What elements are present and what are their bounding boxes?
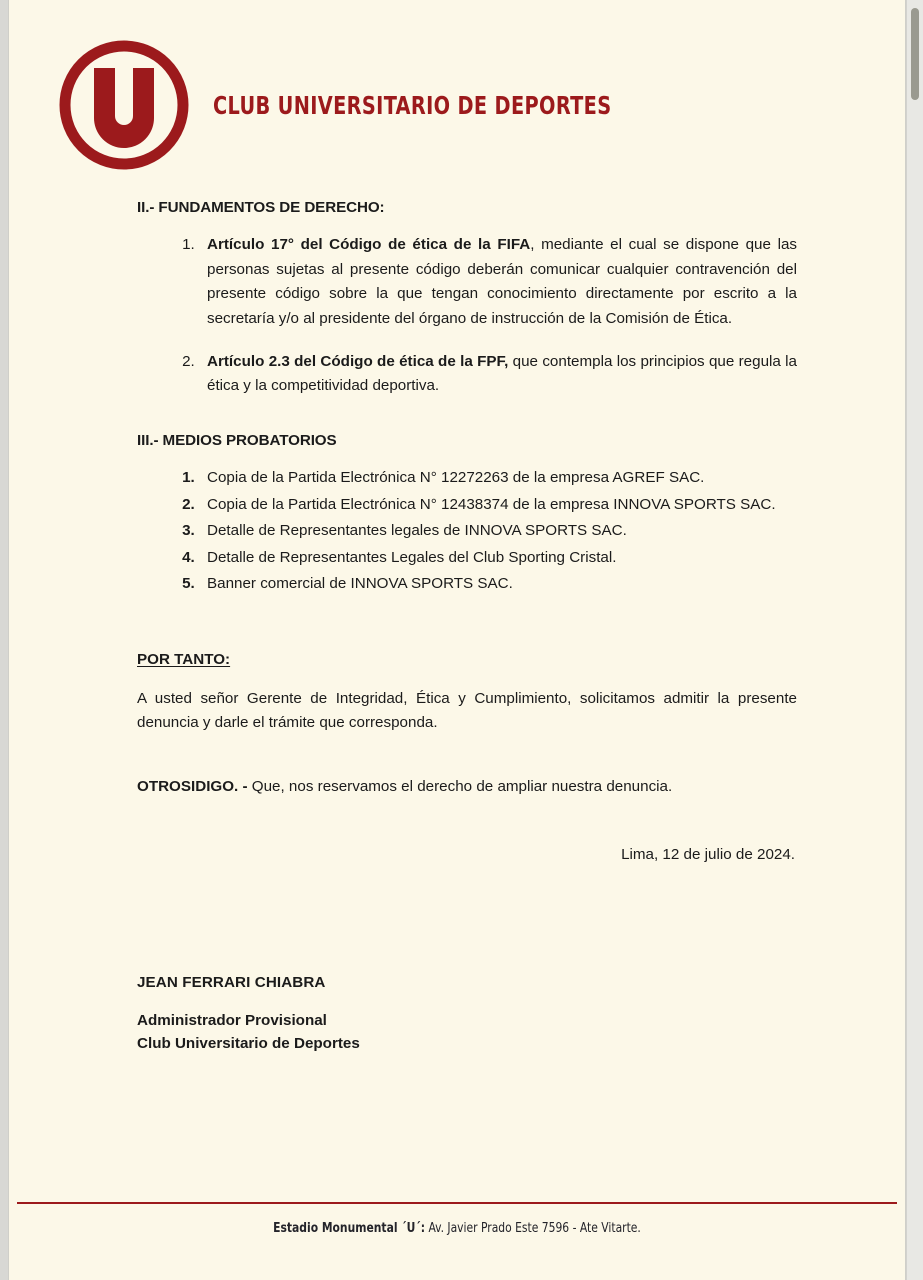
evidence-list	[137, 466, 797, 596]
date-line: Lima, 12 de julio de 2024.	[621, 845, 795, 863]
signatory-name: JEAN FERRARI CHIABRA	[137, 973, 326, 991]
scrollbar-thumb[interactable]	[911, 8, 919, 100]
otrosidigo-block	[137, 775, 797, 798]
footer-address	[45, 1221, 869, 1236]
document-body	[137, 196, 797, 1056]
letterhead	[57, 38, 676, 172]
footer-divider	[17, 1202, 897, 1204]
brand-name: CLUB UNIVERSITARIO DE DEPORTES	[213, 90, 612, 120]
list-item: 5. Banner comercial de INNOVA SPORTS SAC.	[199, 572, 797, 596]
legal-item-text: , mediante el cual se dispone que las personas sujetas al presente código deberán comunicar cualquier contravención del presente código sobre la que tengan conocimiento directamente por escrito a la secretaría y/o al presidente del órgano de instrucción de la Comisión de Ética.	[207, 236, 797, 327]
footer-venue: Estadio Monumental ´U´:	[273, 1221, 426, 1236]
list-item: 3. Detalle de Representantes legales de INNOVA SPORTS SAC.	[199, 519, 797, 543]
list-item	[199, 233, 797, 332]
page-footer	[9, 1202, 905, 1236]
legal-item-lead: Artículo 2.3 del Código de ética de la FPF,	[207, 352, 509, 370]
otrosidigo-text: Que, nos reservamos el derecho de ampliar nuestra denuncia.	[251, 778, 673, 796]
por-tanto-heading: POR TANTO:	[137, 650, 231, 668]
section-heading-fundamentos: II.- FUNDAMENTOS DE DERECHO:	[137, 199, 385, 216]
signature-block	[137, 972, 797, 1056]
otrosidigo-label: OTROSIDIGO. -	[137, 778, 248, 796]
list-item: 2. Copia de la Partida Electrónica N° 12438374 de la empresa INNOVA SPORTS SAC.	[199, 493, 797, 517]
list-item	[199, 350, 797, 399]
document-page	[8, 0, 906, 1280]
legal-item-lead: Artículo 17° del Código de ética de la FIFA	[207, 236, 531, 254]
signatory-organization: Club Universitario de Deportes	[137, 1035, 360, 1053]
footer-street: Av. Javier Prado Este 7596 - Ate Vitarte.	[425, 1221, 641, 1236]
vertical-scrollbar[interactable]	[906, 0, 923, 1280]
list-item: 1. Copia de la Partida Electrónica N° 12272263 de la empresa AGREF SAC.	[199, 466, 797, 490]
por-tanto-block	[137, 648, 797, 736]
por-tanto-paragraph: A usted señor Gerente de Integridad, Ética y Cumplimiento, solicitamos admitir la presente denuncia y darle el trámite que corresponda.	[137, 689, 797, 732]
list-item: 4. Detalle de Representantes Legales del Club Sporting Cristal.	[199, 546, 797, 570]
legal-grounds-list	[137, 233, 797, 399]
university-u-logo-icon	[57, 38, 191, 172]
signatory-title: Administrador Provisional	[137, 1012, 327, 1030]
legal-item-text: que contempla los principios que regula la ética y la competitividad deportiva.	[207, 352, 797, 395]
section-heading-medios-probatorios: III.- MEDIOS PROBATORIOS	[137, 431, 337, 449]
